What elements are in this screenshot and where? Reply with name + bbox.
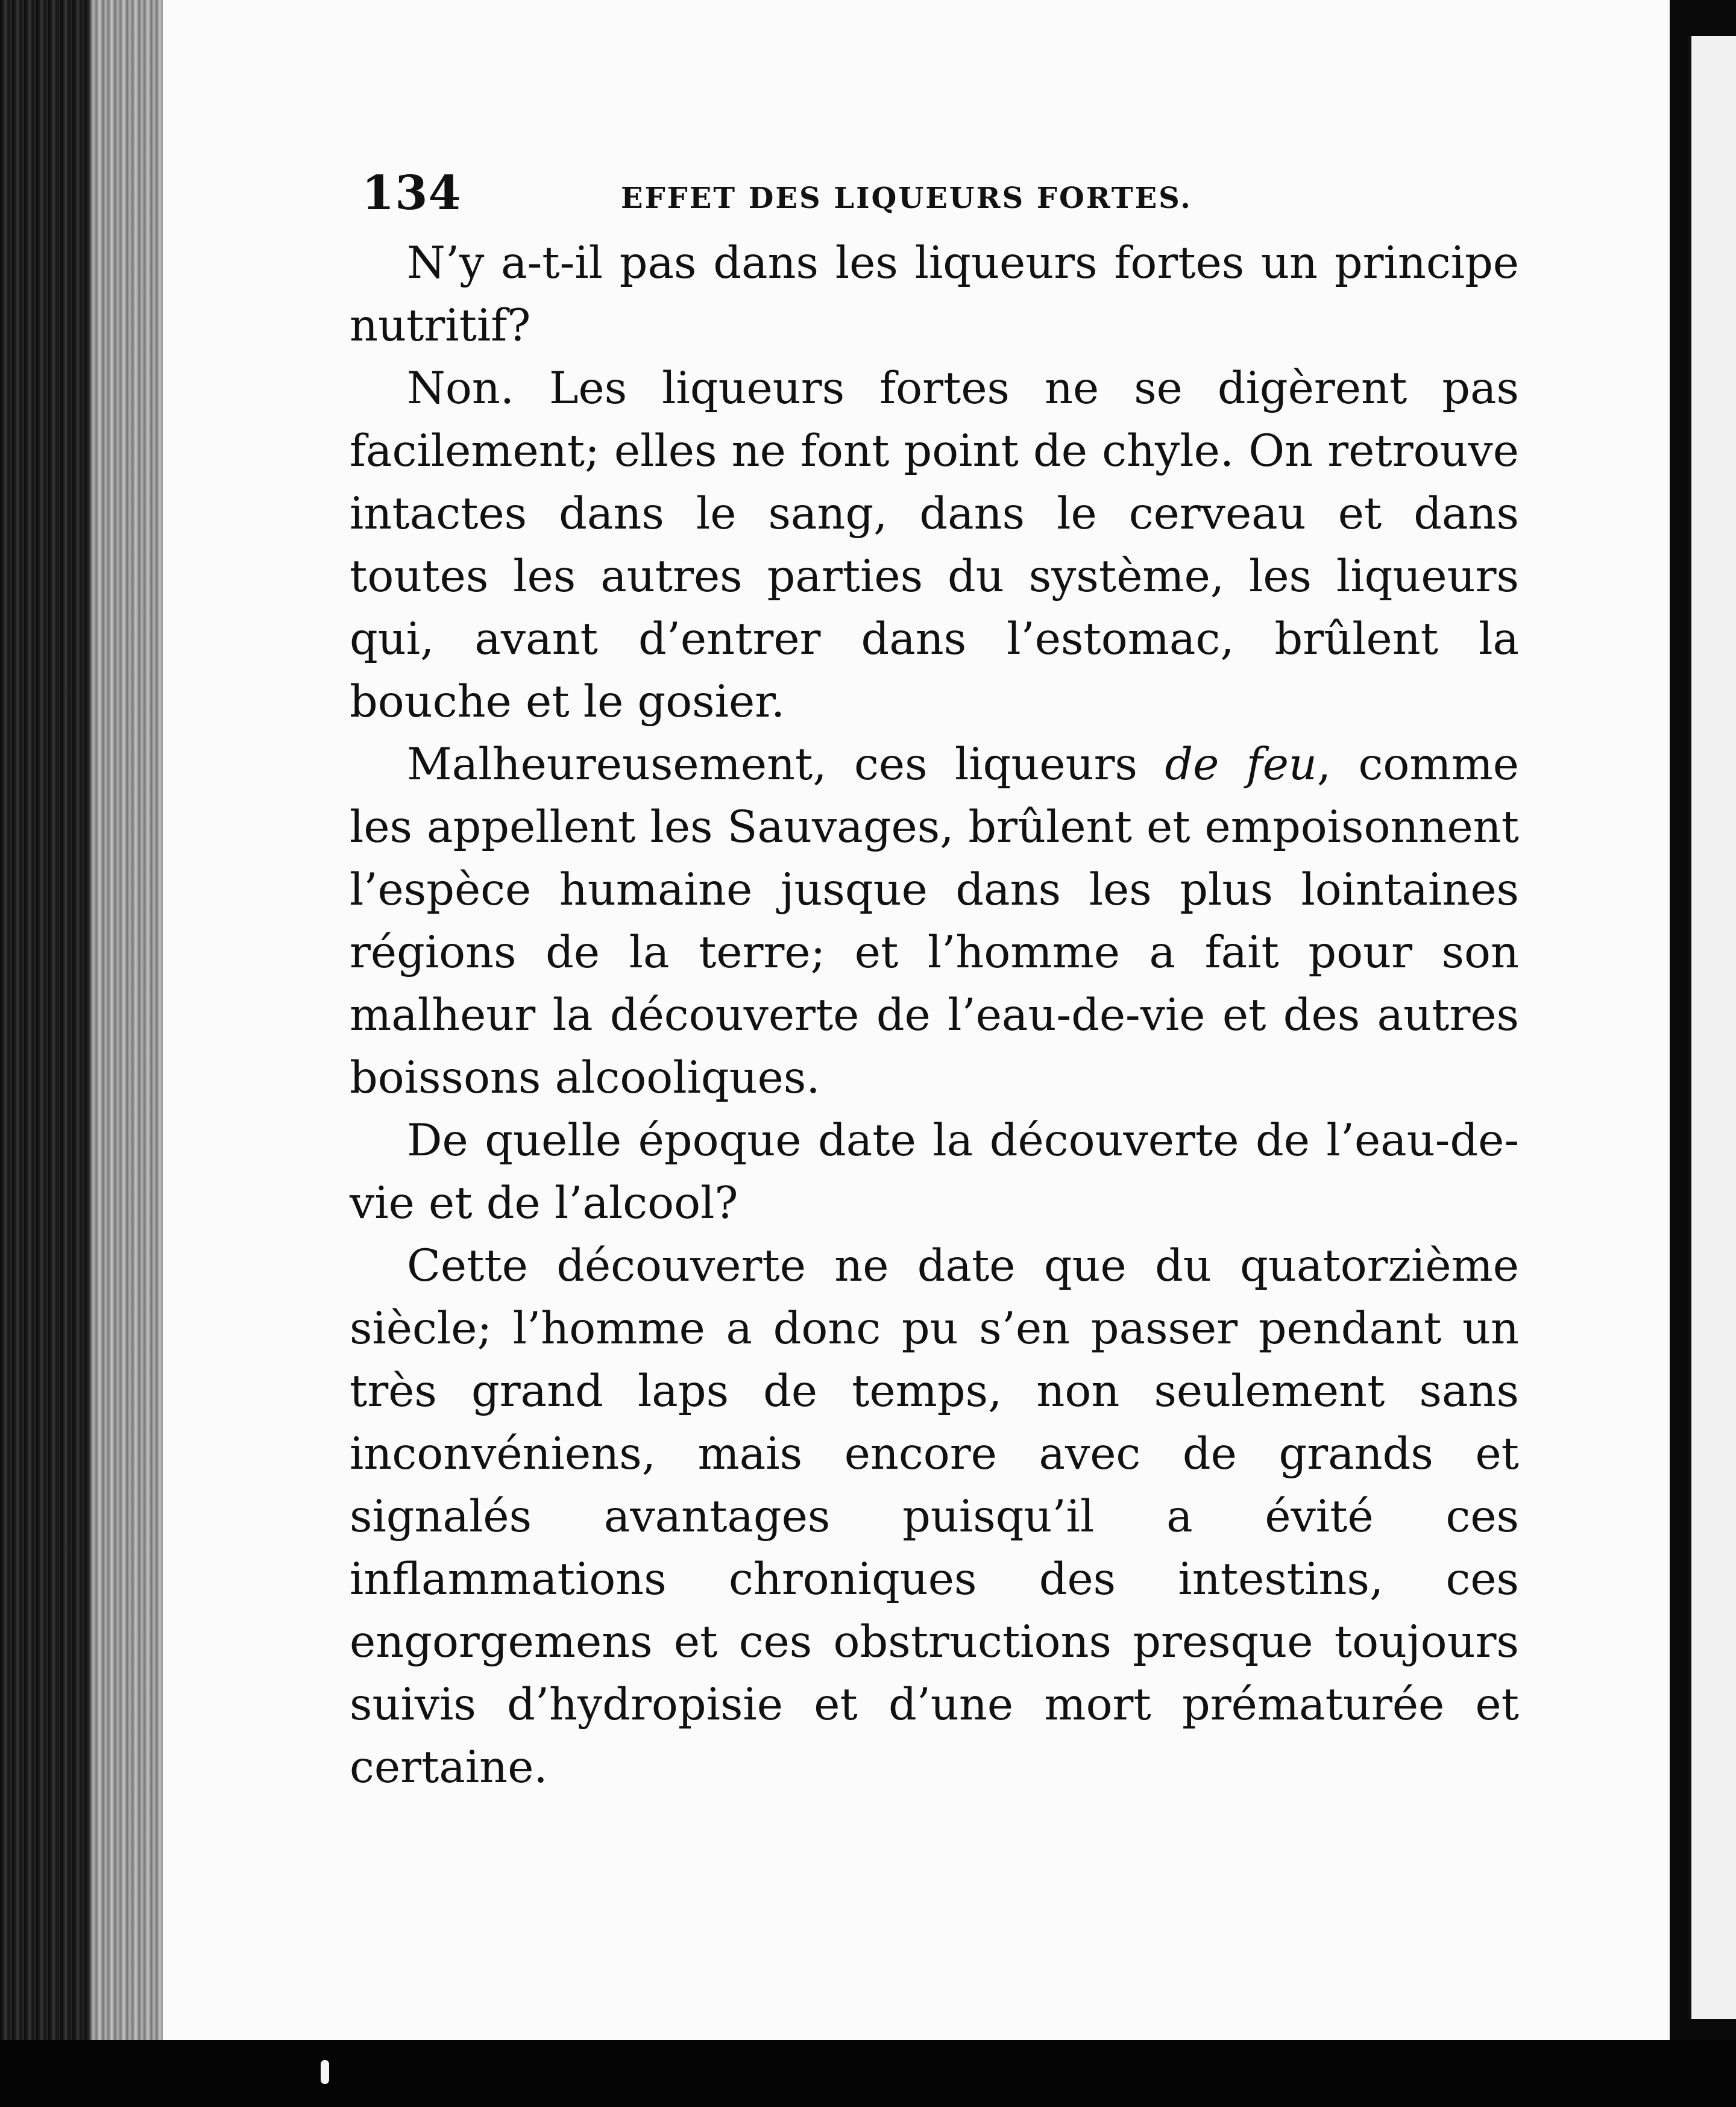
paragraph-text-after-emphasis: , comme les appellent les Sauvages, brûlent et empoisonnent l’espèce humaine jusque dans les plus lointaines régions de la terre; et l’homme a fait pour son malheur la découverte de l’eau-de-vie et des autres boissons alcooliques. <box>350 739 1520 1104</box>
paragraph-question-epoque: De quelle époque date la découverte de l’eau-de-vie et de l’alcool? <box>350 1115 1519 1229</box>
paragraph-text-before-emphasis: Malheureusement, ces liqueurs <box>407 739 1165 790</box>
paragraph-answer-digestion: Non. Les liqueurs fortes ne se digèrent pas facilement; elles ne font point de chyle. On retrouve intactes dans le sang, dans le cerveau et dans toutes les autres parties du système, les liqueurs qui, avant d’entrer dans l’estomac, brûlent la bouche et le gosier. <box>350 363 1519 727</box>
page-text-block <box>350 166 1519 1799</box>
paragraph-question-nutritive: N’y a-t-il pas dans les liqueurs fortes un principe nutritif? <box>350 237 1519 351</box>
italic-emphasis: de feu <box>1165 739 1317 790</box>
running-title: EFFET DES LIQUEURS FORTES. <box>621 181 1192 215</box>
facing-page-edge <box>1688 36 1736 2019</box>
page-block-edges-highlight <box>90 0 166 2107</box>
scan-bottom-border <box>0 2040 1736 2107</box>
page-number: 134 <box>362 166 462 221</box>
scan-bottom-mark <box>321 2060 329 2084</box>
running-head <box>350 166 1519 232</box>
paragraph-liqueurs-de-feu <box>350 733 1519 1110</box>
paragraph-answer-quatorzieme: Cette découverte ne date que du quatorzième siècle; l’homme a donc pu s’en passer pendant un très grand laps de temps, non seulement sans inconvéniens, mais encore avec de grands et signalés avantages puisqu’il a évité ces inflammations chroniques des intestins, ces engorgemens et ces obstructions presque toujours suivis d’hydropisie et d’une mort prématurée et certaine. <box>350 1240 1519 1793</box>
